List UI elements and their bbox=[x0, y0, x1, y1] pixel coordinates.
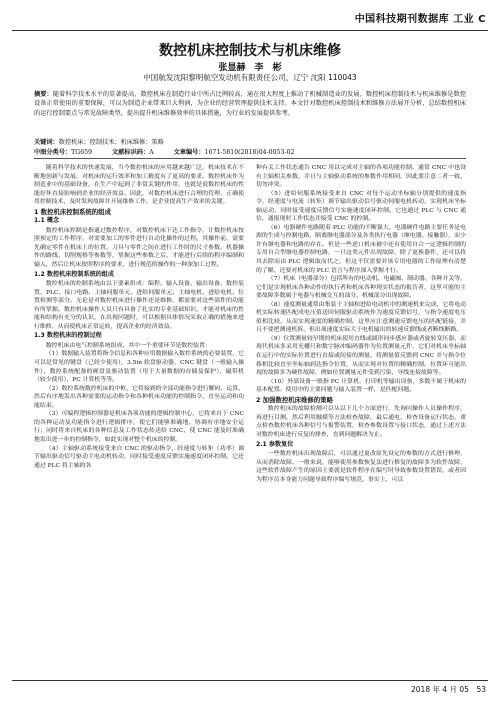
doc-code bbox=[112, 147, 154, 156]
paragraph: 种有关工作状态通告 CNC 用以完成对主轴的各项功能控制。通常 CNC 中也设有主轴相关参数，并且与主轴驱动系统的参数作用相同，因此要注意二者一致，切勿冲突。 bbox=[256, 165, 466, 189]
keywords-text: 数控机床；控制技术；机床维修；策略 bbox=[58, 139, 164, 146]
paragraph: （3）可编程逻辑控制器是机床各项功能的逻辑控制中心，它将来自于 CNC 的各种运动及功能指令进行逻辑排序，使它们能够准确地、协调有序地安全运行；同时将来自机床的各种信息及工作状态传送给 CNC，使 CNC 能及时准确地发出进一步的控制指令，如此实现对整个机床的控制。 bbox=[34, 411, 244, 443]
paragraph: 数控机床由电气控制系统组成，其中一个重要环节是数控装置： bbox=[45, 342, 211, 349]
paragraph: （7）机床（电器部分）包括所有的电动机、电磁阀、制动器、各种开关等。它们是实现机床各种动作的执行者和机床各种现实状态的报告者，这里可能的主要故障多数属于电器与机械交互的部分，机械部分出现故障。 bbox=[256, 276, 466, 300]
right-column bbox=[256, 164, 466, 484]
header-divider bbox=[12, 30, 488, 31]
paragraph: （4）主轴驱动系统接受来自 CNC 的驱动指令，经速度与转矩（功率）调节输出驱动信号驱动主电动机转动，同时接受速度反馈实施速度闭环控制。它还通过 PLC 将主轴的各 bbox=[34, 445, 244, 469]
doc-value: A bbox=[149, 149, 154, 156]
clc-value: TG659 bbox=[71, 149, 93, 156]
paragraph: 数控机床控制是指通过数控程序，对数控机床下达工作指令，让数控机床按照预定的工作程序，对需要加工的零件进行自动化操作的过程。其操作前，需要先确定零件在机床上的位置，刀具与零件之间在进行工作时的尺寸参数，机器操作的路线、切削规格等参数等，掌握这些参数之后，才能进行后续的程序编制和输入，然后让机床按照程序的要求，进行规范的操作的一种深加工过程。 bbox=[34, 227, 244, 269]
page-footer: 2018 年 4 月 05 53 bbox=[411, 685, 486, 694]
abstract-divider bbox=[34, 158, 466, 159]
paragraph: 数控机床的故障检测可以从以下几个方面进行，先询问操作人员操作程序，再进行目测，然后利用触摸等方法检查故障。最后通电，检查设备运行状态，重点检查数控机床各种信号与报警装置，检查参数设置与接口状态，通过上述方法对数控机床进行反复的排查，直到问题解决为止。 bbox=[256, 406, 466, 438]
paragraph: 数控机床的控制系统由以下要素组成：编程、输入设备、输出设备、数控装置、PLC、接口电路、主轴伺服单元、进给伺服单元、主轴电机、进给电机、位置检测等部分。无论是对数控机床进行操作还是维修，都需要对这些部件的功能有所掌握。数控机床操作人员只有具备了扎实的专业基础知识，才能对机床的性能和结构有充分的认识，在出现问题时，可以根据具体情况采取正确的措施来进行维修，从而使机床正常运转，提高企业的经济效益。 bbox=[34, 281, 244, 330]
left-column bbox=[34, 164, 244, 470]
abstract-label: 摘要： bbox=[34, 91, 53, 98]
article-title: 数控机床控制技术与机床维修 bbox=[159, 43, 341, 59]
doc-label: 文献标识码： bbox=[112, 149, 150, 156]
id-value: 1671-5810(2018)04-0053-02 bbox=[204, 149, 295, 156]
article-id bbox=[174, 147, 295, 156]
clc-label: 中图分类号： bbox=[34, 149, 72, 156]
paragraph: （1）数据输入装置将指令信息和各种应用数据输入数控系统的必要装置，它可以是常见的键盘（已经少使用），3.5in 软盘驱动器，CNC 键盘（一般输入操作），数控系统配备的硬盘及驱动装置（用于大量数据的存储及保护），磁带机（较少使用），PC 计算机等等。 bbox=[34, 351, 244, 384]
paragraph: （9）位置测量较早期的机床使用直线或圆形同步感应器或者旋转变压器，而现代机床多采用光栅尺和数字脉冲编码器作为位置测量元件，它们对机床坐标轴在运行中的实际位置进行直接或间接的测量，将测量值反馈到 CNC 并与指令位移相比较直至坐标轴到达指令位置，从而实现对位置的精确控制。位置环可能出现的故障多为硬件故障，例如位置测量元件受到污染，导线连接故障等。 bbox=[256, 335, 466, 377]
paragraph: （8）速度测量通常由集装于主轴和进给电动机中的测速机来完成，它将电动机实际转速匹配成电压值送回伺服驱动系统作为速度反馈信号，与指令速度电压值相比较，从而实现速度的精确控制。这里应注意测速反馈电压的匹配链接，并且不要把测速机拆，但出项速度实际大于电机输出的转速反馈线或者断线断路。 bbox=[256, 301, 466, 334]
footer-divider bbox=[12, 680, 488, 681]
subsection-heading: 1.1 概念 bbox=[34, 217, 60, 225]
article-authors: 张显赫 李 彬 bbox=[218, 63, 282, 73]
paragraph: （6）电器硬件电路随着 PLC 功能的不断强大，电器硬件电路主要任务是电源的生成与控制电路，隔离继电器部分及各类执行电器（继电器、接触器），而少许有继电器和电路的存在。但是一些逆口机床被中还有使用自合一定逻辑控制的专用自合型继电器控制电路，一旦这类元件出现故障，除了更换器件，还可以将其去除而由 PLC 逻辑取而代之，但这不仅需要对该专用电器的工作原理有清楚的了解，还要对机床的 PLC 语言与程序深入掌握才行。 bbox=[256, 224, 466, 274]
keywords bbox=[34, 137, 466, 146]
section-heading: 2 加强数控机床维修的策略 bbox=[256, 395, 333, 404]
id-label: 文章编号： bbox=[173, 149, 205, 156]
intro-paragraph: 随着科学技术的快速发展，当今数控机床的应用越来越广泛，机床技术在不断地创新与发展，对机床的运行效率和加工精度有了更高的要求。数控机床作为制造业中的基础设备，在生产中起到了非常关键的作用，也就是说数控机床的性能好坏直接影响到企业的经济效益。因此，对数控机床进行合理的管理，正确使用控制技术，及时发现故障并开展维修工作，是企业提高生产效率的关键。 bbox=[34, 165, 244, 206]
journal-header bbox=[0, 0, 500, 25]
journal-name: 中国科技期刊数据库 工业 C bbox=[354, 14, 486, 25]
subsection-heading: 1.3 数控机床的控制过程 bbox=[34, 332, 102, 340]
paragraph: （5）进给伺服系统接受来自 CNC 对每个运动坐标轴分别提供的速度指令，经速度与电流（转矩）调节输出驱动信号驱动伺服电机转动，实现机床坐标轴运动，同时接受速度反馈信号实施速度闭环控制。它也通过 PLC 与 CNC 通信，通报现时工作状态并接受 CNC 的控制。 bbox=[256, 190, 466, 223]
subsection-heading: 1.2 数控机床控制系统的组成 bbox=[34, 270, 114, 278]
keywords-label: 关键词： bbox=[34, 139, 59, 146]
article-affiliation: 中国航发沈阳黎明航空发动机有限责任公司，辽宁 沈阳 110043 bbox=[143, 73, 357, 82]
paragraph: （10）外部设备一般指 PC 计算机、打印机等输出设备，多数不属于机床的基本配置。使用中的主要问题与输入装置一样，是匹配问题。 bbox=[256, 378, 466, 394]
paragraph: （2）数控系统数控机床的中枢，它将接到的全部功能指令进行解码、运算，然后有序地发出各种需要的运动指令和各种机床功能的控制指令，直至运动和功能结束。 bbox=[34, 385, 244, 409]
classification-line bbox=[34, 147, 466, 156]
clc bbox=[34, 147, 92, 156]
abstract bbox=[34, 90, 466, 118]
abstract-text: 随着科学技术水平的显著提高，数控机床在制造行业中所占比例较高，通在很大程度上推动了机械制造业的发展。数控机床控制技术与机床维修是数控设备正常使用的重要保障，可以为制造企业带来巨大利润，为企业的经营管理提供技术支持。本文针对数控机床控制技术和维修方法展开分析，总结数控机床的运行控制要点与常见故障类型，提出提升机床维修效率的具体措施，为行业的发展提供参考。 bbox=[34, 91, 467, 117]
paragraph: 一些数控机床出现故障后，可以通过更改原先设定的参数的方式进行修理，从而消除故障。一般来说，能够使用参数恢复法进行修复的故障多为软件故障，这些软件故障产生的原因主要就是软件程序在编写时导致参数设置错误，或者因为程序员本身能力问题导致程序编写规范，事实上，可以 bbox=[256, 451, 466, 483]
section-heading: 1 数控机床控制系统的组成 bbox=[34, 207, 111, 216]
subsection-heading: 2.1 参数复位 bbox=[256, 440, 294, 448]
